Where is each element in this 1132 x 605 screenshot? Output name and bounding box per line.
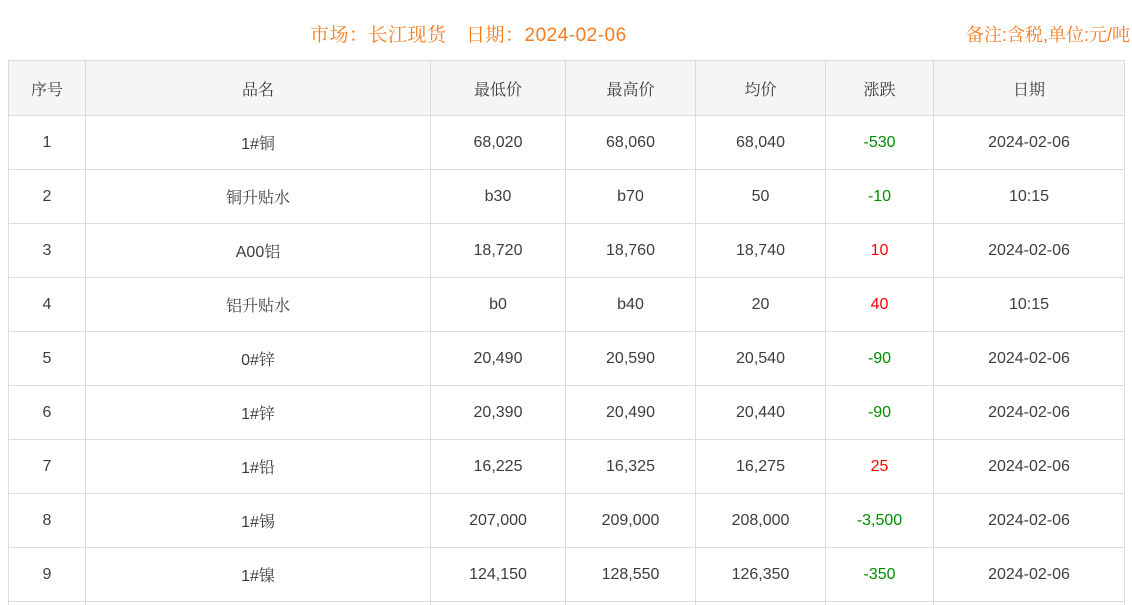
cell-change: 25 [826, 440, 934, 494]
cell-avg: 20 [696, 278, 826, 332]
cell-change: -350 [826, 548, 934, 602]
col-header-no: 序号 [9, 61, 86, 116]
table-row [9, 278, 1125, 332]
cell-low: 18,720 [431, 224, 566, 278]
cell-low: 20,490 [431, 332, 566, 386]
cell-change: -90 [826, 332, 934, 386]
cell-avg: 126,350 [696, 548, 826, 602]
top-bar [0, 0, 1132, 60]
cell-date: 2024-02-06 [934, 224, 1125, 278]
cell-avg: 20,540 [696, 332, 826, 386]
cell-low: 16,225 [431, 440, 566, 494]
cell-date: 2024-02-06 [934, 440, 1125, 494]
cell-avg: 20,440 [696, 386, 826, 440]
cell-date: 2024-02-06 [934, 116, 1125, 170]
table-row [9, 548, 1125, 602]
cell-name: 1#铜 [86, 116, 431, 170]
cell-date: 2024-02-06 [934, 386, 1125, 440]
col-header-change: 涨跌 [826, 61, 934, 116]
cell-high: 20,490 [566, 386, 696, 440]
cell-name: 1#铅 [86, 440, 431, 494]
cell-high: 209,000 [566, 494, 696, 548]
cell-no: 4 [9, 278, 86, 332]
table-row [9, 332, 1125, 386]
cell-high: 128,550 [566, 548, 696, 602]
cell-name: 1#锌 [86, 386, 431, 440]
cell-avg: 68,040 [696, 116, 826, 170]
table-row-partial [9, 602, 1125, 605]
table-row [9, 224, 1125, 278]
cell-name: 铜升贴水 [86, 170, 431, 224]
cell-change: -90 [826, 386, 934, 440]
cell-date: 2024-02-06 [934, 548, 1125, 602]
cell-name: 铝升贴水 [86, 278, 431, 332]
cell-low: 20,390 [431, 386, 566, 440]
cell-low: 68,020 [431, 116, 566, 170]
table-row [9, 494, 1125, 548]
cell-no: 7 [9, 440, 86, 494]
cell-avg: 208,000 [696, 494, 826, 548]
cell-high: b70 [566, 170, 696, 224]
cell-high: 18,760 [566, 224, 696, 278]
cell-low: b30 [431, 170, 566, 224]
cell-change: -10 [826, 170, 934, 224]
page-note: 备注:含税,单位:元/吨 [965, 25, 1130, 45]
table-row [9, 440, 1125, 494]
cell-name: A00铝 [86, 224, 431, 278]
cell-change: -3,500 [826, 494, 934, 548]
col-header-date: 日期 [934, 61, 1125, 116]
cell-avg: 50 [696, 170, 826, 224]
page-title: 市场：长江现货 日期：2024-02-06 [310, 25, 627, 46]
cell-high: 68,060 [566, 116, 696, 170]
cell-name: 0#锌 [86, 332, 431, 386]
table-row [9, 386, 1125, 440]
col-header-high: 最高价 [566, 61, 696, 116]
cell-name: 1#锡 [86, 494, 431, 548]
cell-no: 3 [9, 224, 86, 278]
table-row [9, 170, 1125, 224]
price-table [8, 60, 1125, 605]
cell-date: 10:15 [934, 170, 1125, 224]
table-row [9, 116, 1125, 170]
cell-no: 2 [9, 170, 86, 224]
cell-date: 10:15 [934, 278, 1125, 332]
cell-low: b0 [431, 278, 566, 332]
col-header-avg: 均价 [696, 61, 826, 116]
table-header-row [9, 61, 1125, 116]
col-header-low: 最低价 [431, 61, 566, 116]
cell-no: 9 [9, 548, 86, 602]
cell-low: 124,150 [431, 548, 566, 602]
cell-high: b40 [566, 278, 696, 332]
cell-no: 8 [9, 494, 86, 548]
cell-avg: 16,275 [696, 440, 826, 494]
cell-high: 16,325 [566, 440, 696, 494]
cell-no: 5 [9, 332, 86, 386]
cell-change: -530 [826, 116, 934, 170]
cell-no: 6 [9, 386, 86, 440]
cell-low: 207,000 [431, 494, 566, 548]
cell-change: 40 [826, 278, 934, 332]
cell-no: 1 [9, 116, 86, 170]
col-header-name: 品名 [86, 61, 431, 116]
cell-date: 2024-02-06 [934, 332, 1125, 386]
cell-high: 20,590 [566, 332, 696, 386]
cell-avg: 18,740 [696, 224, 826, 278]
cell-date: 2024-02-06 [934, 494, 1125, 548]
cell-name: 1#镍 [86, 548, 431, 602]
cell-change: 10 [826, 224, 934, 278]
